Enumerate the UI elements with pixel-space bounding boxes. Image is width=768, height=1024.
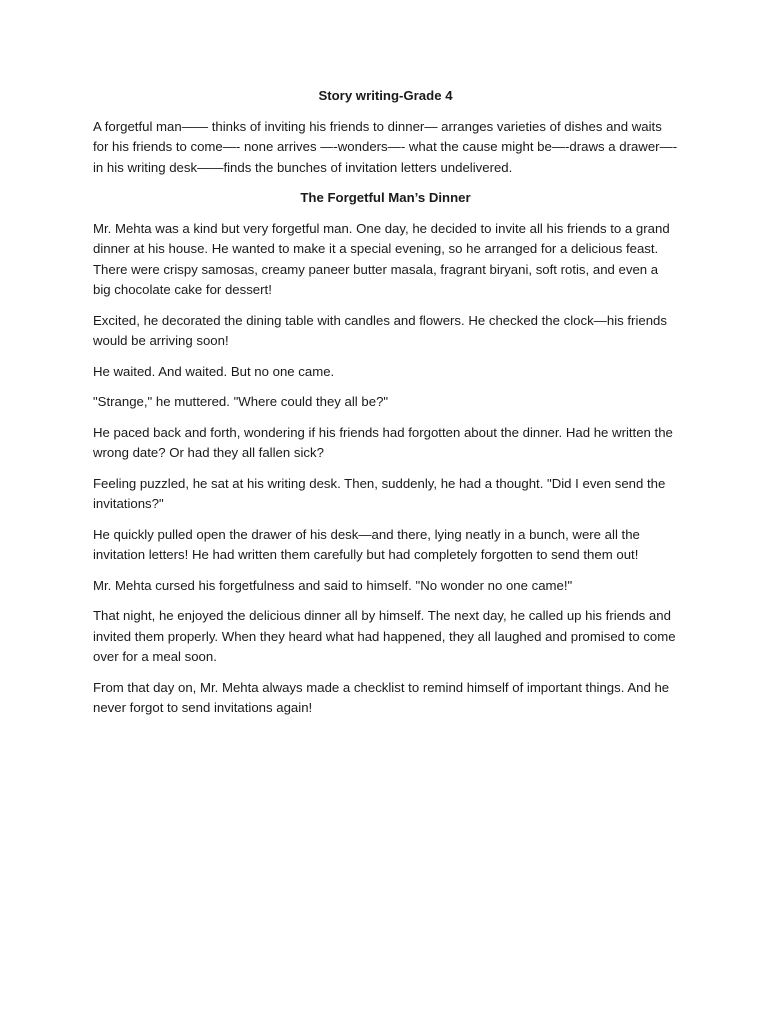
story-paragraph: Mr. Mehta cursed his forgetfulness and said to himself. "No wonder no one came!" — [93, 577, 573, 593]
story-paragraph: From that day on, Mr. Mehta always made a checklist to remind himself of important things. And he never forgot to send invitations again! — [93, 679, 670, 715]
story-paragraph: He waited. And waited. But no one came. — [93, 363, 335, 379]
story-paragraph: Mr. Mehta was a kind but very forgetful man. One day, he decided to invite all his friends to a grand dinner at his house. He wanted to make it a special evening, so he arranged for a delicious feast. There were crispy samosas, creamy paneer butter masala, fragrant biryani, soft rotis, and even a big chocolate cake for dessert! — [93, 220, 670, 297]
document-page — [93, 86, 678, 729]
story-paragraph: "Strange," he muttered. "Where could they all be?" — [93, 394, 389, 409]
story-outline: A forgetful man—— thinks of inviting his friends to dinner— arranges varieties of dishes and waits for his friends to come—- none arrives —-wonders—- what the cause might be—-draws a drawer—- in his writing desk——finds the bunches of invitation letters undelivered. — [93, 118, 678, 175]
story-paragraph: He quickly pulled open the drawer of his desk—and there, lying neatly in a bunch, were all the invitation letters! He had written them carefully but had completely forgotten to send them out! — [93, 526, 640, 562]
page-title: Story writing-Grade 4 — [318, 88, 453, 103]
story-title: The Forgetful Man’s Dinner — [300, 190, 471, 205]
story-paragraph: Excited, he decorated the dining table with candles and flowers. He checked the clock—his friends would be arriving soon! — [93, 312, 667, 348]
story-paragraph: That night, he enjoyed the delicious dinner all by himself. The next day, he called up his friends and invited them properly. When they heard what had happened, they all laughed and promised to come over for a meal soon. — [93, 608, 676, 664]
story-paragraph: He paced back and forth, wondering if his friends had forgotten about the dinner. Had he written the wrong date? Or had they all fallen sick? — [93, 424, 673, 460]
story-paragraph: Feeling puzzled, he sat at his writing desk. Then, suddenly, he had a thought. "Did I even send the invitations?" — [93, 475, 666, 511]
